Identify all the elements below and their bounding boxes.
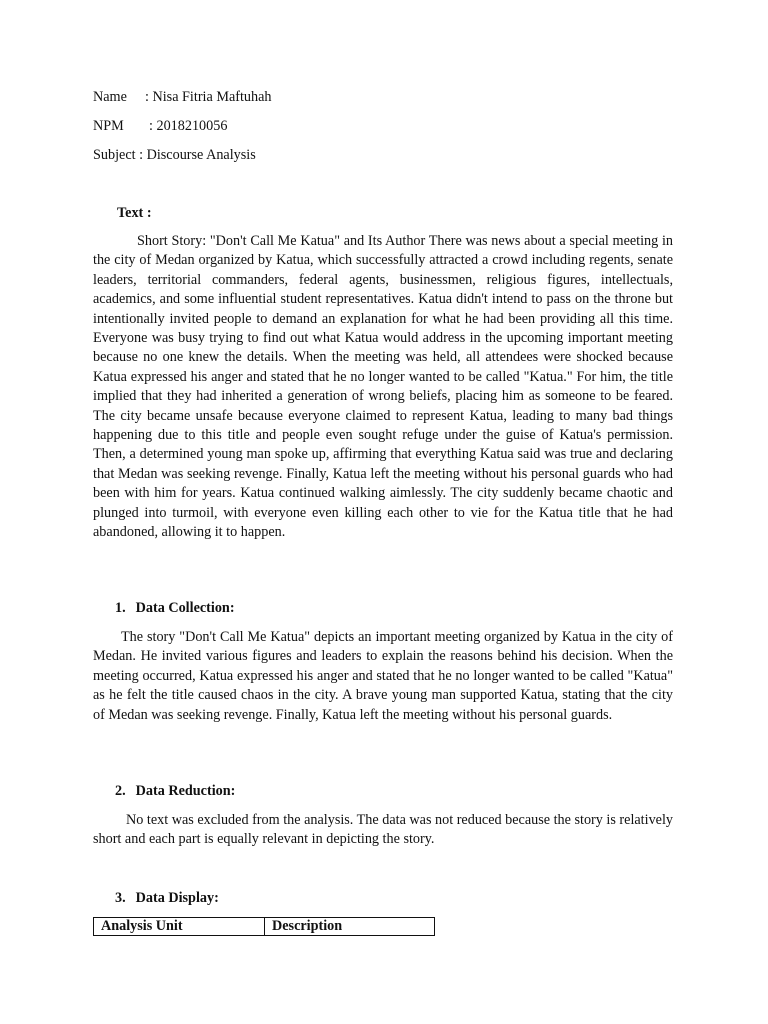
text-section-title: Text : bbox=[117, 205, 152, 221]
table-header-row bbox=[94, 918, 435, 936]
text-section-body: Short Story: "Don't Call Me Katua" and Its Author There was news about a special meeting in the city of Medan organized by Katua, which successfully attracted a crowd including regents, senate leaders, territorial commanders, federal agents, businessmen, religious figures, intellectuals, academics, and some influential student representatives. Katua didn't intend to pass on the throne but intentionally invited people to demand an explanation for what he had been providing all this time. Everyone was busy trying to find out what Katua would address in the upcoming important meeting because no one knew the details. When the meeting was held, all attendees were shocked because Katua expressed his anger and stated that he no longer wanted to be called "Katua." For him, the title implied that they had inherited a generation of wrong beliefs, placing him as someone to be feared. The city became unsafe because everyone claimed to represent Katua, leading to many bad things happening due to this title and people even sought refuge under the guise of Katua's permission. Then, a determined young man spoke up, affirming that everything Katua said was true and declaring that Medan was seeking revenge. Finally, Katua left the meeting without his personal guards who had been with him for years. Katua continued walking aimlessly. The city suddenly became chaotic and plunged into turmoil, with everyone even killing each other to vie for the Katua title that he had abandoned, allowing it to happen. bbox=[93, 233, 673, 541]
npm-label: NPM bbox=[93, 118, 124, 134]
data-display-title: Data Display: bbox=[135, 890, 219, 906]
subject-line bbox=[93, 146, 256, 164]
npm-line bbox=[93, 117, 227, 135]
name-value: : Nisa Fitria Maftuhah bbox=[145, 89, 272, 105]
name-line bbox=[93, 88, 271, 106]
column-header-analysis-unit: Analysis Unit bbox=[94, 918, 265, 936]
data-reduction-title: Data Reduction: bbox=[135, 783, 236, 799]
data-reduction-number: 2. bbox=[115, 783, 126, 799]
data-collection-number: 1. bbox=[115, 600, 126, 616]
column-header-description: Description bbox=[265, 918, 435, 936]
data-display-number: 3. bbox=[115, 890, 126, 906]
npm-value: : 2018210056 bbox=[149, 118, 228, 134]
data-reduction-heading bbox=[115, 782, 235, 800]
data-collection-heading bbox=[115, 599, 235, 617]
name-label: Name bbox=[93, 89, 127, 105]
data-reduction-body: No text was excluded from the analysis. The data was not reduced because the story is relatively short and each part is equally relevant in depicting the story. bbox=[93, 812, 673, 848]
data-display-heading bbox=[115, 889, 219, 907]
data-display-table bbox=[93, 917, 435, 936]
data-collection-title: Data Collection: bbox=[135, 600, 235, 616]
subject-label: Subject bbox=[93, 147, 136, 163]
subject-value: : Discourse Analysis bbox=[139, 147, 256, 163]
data-collection-body: The story "Don't Call Me Katua" depicts an important meeting organized by Katua in the city of Medan. He invited various figures and leaders to explain the reasons behind his decision. When the meeting occurred, Katua expressed his anger and stated that he no longer wanted to be called "Katua" as he felt the title caused chaos in the city. A brave young man supported Katua, stating that the city of Medan was seeking revenge. Finally, Katua left the meeting without his personal guards. bbox=[93, 629, 673, 723]
